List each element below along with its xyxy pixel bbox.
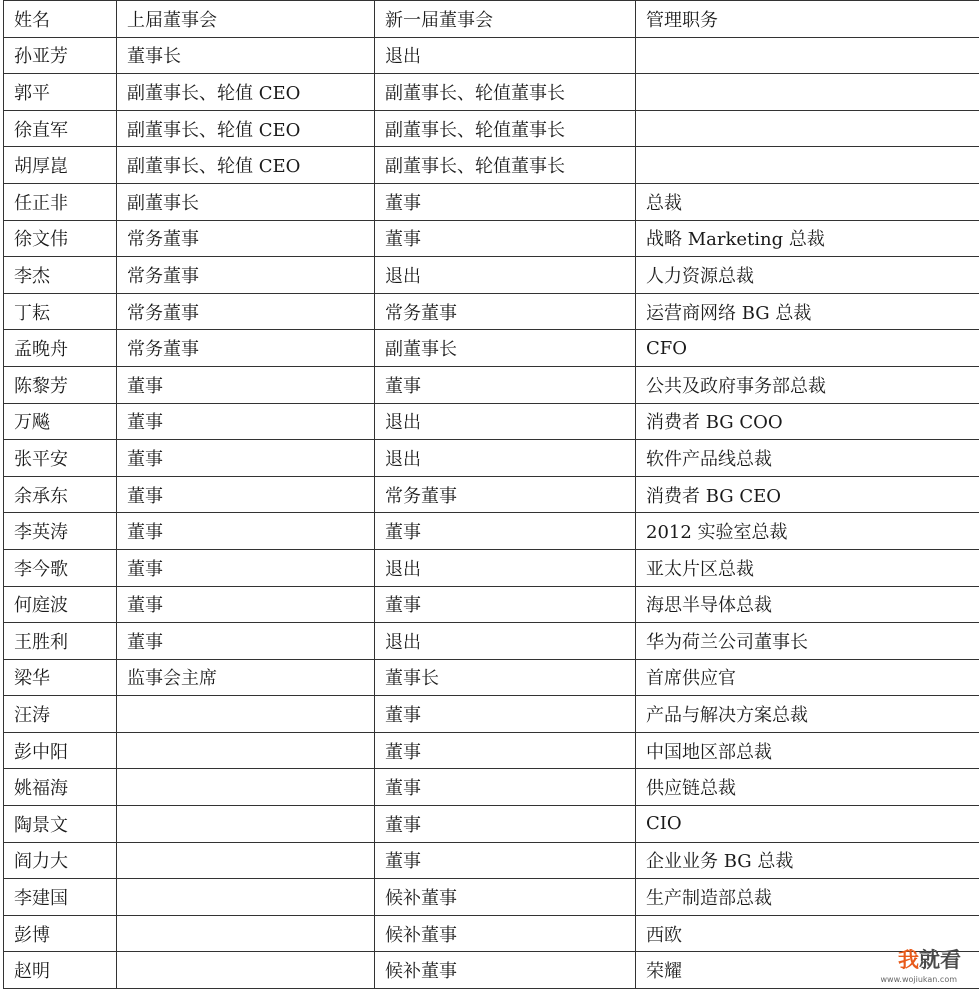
cell-new-board: 退出 — [375, 549, 636, 586]
cell-name: 王胜利 — [4, 623, 117, 660]
cell-management-role: 人力资源总裁 — [636, 257, 979, 294]
cell-new-board: 董事 — [375, 806, 636, 843]
cell-new-board: 候补董事 — [375, 915, 636, 952]
cell-management-role: 运营商网络 BG 总裁 — [636, 293, 979, 330]
cell-name: 梁华 — [4, 659, 117, 696]
cell-management-role: 软件产品线总裁 — [636, 440, 979, 477]
table-row — [4, 879, 979, 916]
cell-previous-board — [117, 879, 375, 916]
table-row — [4, 842, 979, 879]
cell-name: 赵明 — [4, 952, 117, 989]
cell-management-role: 总裁 — [636, 183, 979, 220]
cell-previous-board — [117, 696, 375, 733]
cell-previous-board: 董事 — [117, 366, 375, 403]
cell-previous-board: 董事 — [117, 586, 375, 623]
cell-name: 余承东 — [4, 476, 117, 513]
cell-previous-board: 董事 — [117, 476, 375, 513]
cell-previous-board: 监事会主席 — [117, 659, 375, 696]
cell-new-board: 退出 — [375, 257, 636, 294]
cell-management-role: 西欧 — [636, 915, 979, 952]
table-row — [4, 440, 979, 477]
table-row — [4, 110, 979, 147]
table-row — [4, 476, 979, 513]
table-row — [4, 915, 979, 952]
header-new-board: 新一届董事会 — [375, 1, 636, 38]
cell-new-board: 退出 — [375, 623, 636, 660]
cell-name: 陈黎芳 — [4, 366, 117, 403]
cell-new-board: 候补董事 — [375, 879, 636, 916]
cell-new-board: 董事 — [375, 696, 636, 733]
table-row — [4, 513, 979, 550]
cell-new-board: 董事 — [375, 366, 636, 403]
cell-previous-board — [117, 915, 375, 952]
cell-previous-board — [117, 952, 375, 989]
cell-previous-board: 董事 — [117, 513, 375, 550]
cell-previous-board — [117, 732, 375, 769]
cell-management-role — [636, 110, 979, 147]
cell-name: 李建国 — [4, 879, 117, 916]
cell-previous-board: 常务董事 — [117, 220, 375, 257]
cell-management-role: 亚太片区总裁 — [636, 549, 979, 586]
cell-new-board: 董事 — [375, 842, 636, 879]
cell-new-board: 董事 — [375, 183, 636, 220]
table-row — [4, 696, 979, 733]
cell-name: 阎力大 — [4, 842, 117, 879]
cell-new-board: 退出 — [375, 37, 636, 74]
cell-management-role — [636, 147, 979, 184]
cell-previous-board: 董事长 — [117, 37, 375, 74]
cell-new-board: 副董事长、轮值董事长 — [375, 110, 636, 147]
cell-previous-board: 董事 — [117, 440, 375, 477]
watermark-url: www.wojiukan.com — [880, 975, 957, 984]
cell-new-board: 董事 — [375, 220, 636, 257]
cell-management-role: 公共及政府事务部总裁 — [636, 366, 979, 403]
cell-new-board: 董事 — [375, 732, 636, 769]
cell-new-board: 副董事长 — [375, 330, 636, 367]
cell-management-role: 首席供应官 — [636, 659, 979, 696]
table-row — [4, 37, 979, 74]
cell-previous-board: 常务董事 — [117, 257, 375, 294]
cell-management-role: 华为荷兰公司董事长 — [636, 623, 979, 660]
cell-management-role: 消费者 BG COO — [636, 403, 979, 440]
board-table — [3, 0, 979, 989]
cell-new-board: 副董事长、轮值董事长 — [375, 74, 636, 111]
cell-name: 徐直军 — [4, 110, 117, 147]
table-row — [4, 147, 979, 184]
cell-name: 万飚 — [4, 403, 117, 440]
table-row — [4, 220, 979, 257]
cell-new-board: 常务董事 — [375, 293, 636, 330]
header-previous-board: 上届董事会 — [117, 1, 375, 38]
cell-new-board: 董事 — [375, 586, 636, 623]
cell-management-role — [636, 74, 979, 111]
cell-management-role: CIO — [636, 806, 979, 843]
cell-management-role: 战略 Marketing 总裁 — [636, 220, 979, 257]
cell-name: 李杰 — [4, 257, 117, 294]
table-row — [4, 732, 979, 769]
cell-management-role: 供应链总裁 — [636, 769, 979, 806]
watermark-text: 就看 — [919, 948, 961, 972]
table-row — [4, 586, 979, 623]
cell-management-role: 生产制造部总裁 — [636, 879, 979, 916]
cell-previous-board: 常务董事 — [117, 330, 375, 367]
cell-management-role: 企业业务 BG 总裁 — [636, 842, 979, 879]
cell-name: 汪涛 — [4, 696, 117, 733]
cell-name: 孙亚芳 — [4, 37, 117, 74]
table-row — [4, 74, 979, 111]
watermark-logo — [898, 944, 961, 974]
cell-new-board: 副董事长、轮值董事长 — [375, 147, 636, 184]
table-row — [4, 769, 979, 806]
table-row — [4, 293, 979, 330]
header-management-role: 管理职务 — [636, 1, 979, 38]
cell-management-role: 荣耀 — [636, 952, 979, 989]
table-row — [4, 623, 979, 660]
cell-name: 徐文伟 — [4, 220, 117, 257]
cell-management-role: 消费者 BG CEO — [636, 476, 979, 513]
cell-previous-board: 董事 — [117, 403, 375, 440]
table-row — [4, 330, 979, 367]
cell-previous-board: 常务董事 — [117, 293, 375, 330]
cell-name: 李今歌 — [4, 549, 117, 586]
cell-management-role: 中国地区部总裁 — [636, 732, 979, 769]
table-row — [4, 403, 979, 440]
table-body — [4, 37, 979, 988]
cell-management-role: 产品与解决方案总裁 — [636, 696, 979, 733]
table-row — [4, 952, 979, 989]
cell-previous-board: 副董事长、轮值 CEO — [117, 74, 375, 111]
cell-name: 彭博 — [4, 915, 117, 952]
cell-new-board: 候补董事 — [375, 952, 636, 989]
cell-new-board: 常务董事 — [375, 476, 636, 513]
watermark-accent: 我 — [898, 948, 919, 972]
cell-name: 陶景文 — [4, 806, 117, 843]
cell-name: 孟晚舟 — [4, 330, 117, 367]
cell-name: 何庭波 — [4, 586, 117, 623]
cell-management-role: CFO — [636, 330, 979, 367]
cell-name: 姚福海 — [4, 769, 117, 806]
cell-previous-board — [117, 842, 375, 879]
cell-new-board: 董事长 — [375, 659, 636, 696]
table-row — [4, 257, 979, 294]
cell-previous-board: 董事 — [117, 623, 375, 660]
table-row — [4, 659, 979, 696]
cell-name: 胡厚崑 — [4, 147, 117, 184]
table-row — [4, 806, 979, 843]
cell-previous-board: 董事 — [117, 549, 375, 586]
cell-new-board: 董事 — [375, 769, 636, 806]
cell-name: 丁耘 — [4, 293, 117, 330]
header-row — [4, 1, 979, 38]
table-row — [4, 549, 979, 586]
cell-name: 任正非 — [4, 183, 117, 220]
cell-name: 彭中阳 — [4, 732, 117, 769]
cell-previous-board — [117, 769, 375, 806]
cell-previous-board: 副董事长、轮值 CEO — [117, 147, 375, 184]
cell-new-board: 退出 — [375, 440, 636, 477]
cell-management-role: 2012 实验室总裁 — [636, 513, 979, 550]
table-row — [4, 366, 979, 403]
cell-previous-board: 副董事长、轮值 CEO — [117, 110, 375, 147]
cell-name: 李英涛 — [4, 513, 117, 550]
cell-new-board: 董事 — [375, 513, 636, 550]
cell-name: 郭平 — [4, 74, 117, 111]
cell-management-role — [636, 37, 979, 74]
cell-name: 张平安 — [4, 440, 117, 477]
cell-new-board: 退出 — [375, 403, 636, 440]
cell-previous-board — [117, 806, 375, 843]
header-name: 姓名 — [4, 1, 117, 38]
table-row — [4, 183, 979, 220]
cell-management-role: 海思半导体总裁 — [636, 586, 979, 623]
cell-previous-board: 副董事长 — [117, 183, 375, 220]
